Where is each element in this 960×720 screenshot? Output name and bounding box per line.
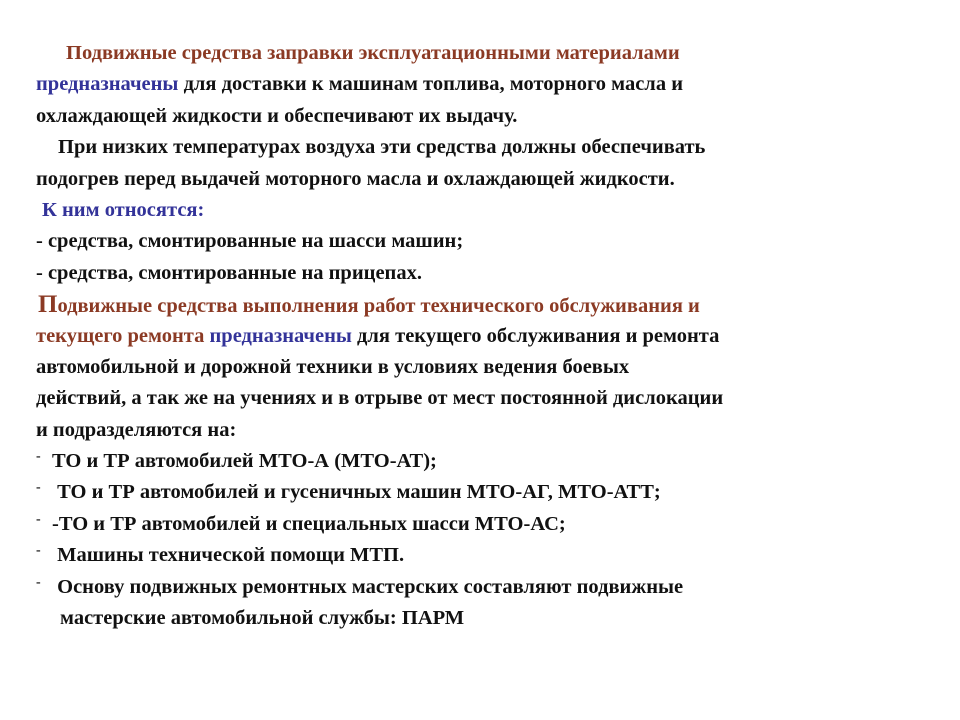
list2-item-3: -ТО и ТР автомобилей и специальных шасси МТО-АС; — [52, 512, 566, 535]
list1-heading-text: К ним относятся: — [42, 198, 205, 221]
list-item — [36, 572, 936, 603]
para3-line3-text: автомобильной и дорожной техники в условиях ведения боевых — [36, 355, 630, 378]
para3-line1-text: одвижные средства выполнения работ технического обслуживания и — [57, 295, 700, 318]
para2-line2-text: подогрев перед выдачей моторного масла и охлаждающей жидкости. — [36, 167, 675, 190]
para3-line5-text: и подразделяются на: — [36, 418, 237, 441]
list1-item-2: - средства, смонтированные на прицепах. — [36, 261, 422, 284]
list2-item-5: Основу подвижных ремонтных мастерских составляют подвижные — [52, 575, 684, 598]
bullet-dash: - — [36, 574, 41, 590]
list-item — [36, 509, 936, 540]
list2-item-4: Машины технической помощи МТП. — [52, 544, 405, 567]
para2-line2 — [36, 164, 936, 195]
para3-line2 — [36, 321, 936, 352]
list2-continuation — [36, 603, 936, 634]
para3-line3 — [36, 352, 936, 383]
para3-line2-brown: текущего ремонта — [36, 324, 210, 347]
para3-drop-letter: П — [38, 291, 58, 319]
list-item — [36, 226, 936, 257]
para1-lead: Подвижные средства заправки эксплуатационными материалами — [66, 42, 680, 64]
para1-line2-text: для доставки к машинам топлива, моторного масла и — [178, 73, 683, 96]
bullet-dash: - — [36, 543, 41, 559]
list-item — [36, 477, 936, 508]
list1-item-1: - средства, смонтированные на шасси машин; — [36, 230, 464, 253]
list2-item-2: ТО и ТР автомобилей и гусеничных машин МТО-АГ, МТО-АТТ; — [52, 481, 661, 504]
list-item — [36, 258, 936, 289]
para3-line1 — [36, 289, 936, 320]
list2-item-1: ТО и ТР автомобилей МТО-А (МТО-АТ); — [52, 450, 437, 473]
para3-keyword: предназначены — [209, 324, 352, 347]
bullet-dash: - — [36, 449, 41, 465]
para1-line2 — [36, 69, 936, 100]
para2-line1-text: При низких температурах воздуха эти средства должны обеспечивать — [58, 136, 706, 159]
bullet-dash: - — [36, 511, 41, 527]
para3-line5 — [36, 415, 936, 446]
para1-keyword: предназначены — [36, 73, 179, 96]
para3-line2-text: для текущего обслуживания и ремонта — [351, 324, 720, 347]
para3-line4-text: действий, а так же на учениях и в отрыве от мест постоянной дислокации — [36, 387, 724, 410]
list2-continuation-text: мастерские автомобильной службы: ПАРМ — [60, 607, 465, 630]
para2-line1 — [36, 132, 936, 163]
para1-line3 — [36, 101, 936, 132]
para3-line4 — [36, 383, 936, 414]
bullet-dash: - — [36, 480, 41, 496]
para1-line1 — [36, 38, 936, 69]
slide-text — [36, 38, 936, 634]
list-item — [36, 540, 936, 571]
list1-heading — [36, 195, 936, 226]
para1-line3-text: охлаждающей жидкости и обеспечивают их выдачу. — [36, 104, 518, 127]
list-item — [36, 446, 936, 477]
